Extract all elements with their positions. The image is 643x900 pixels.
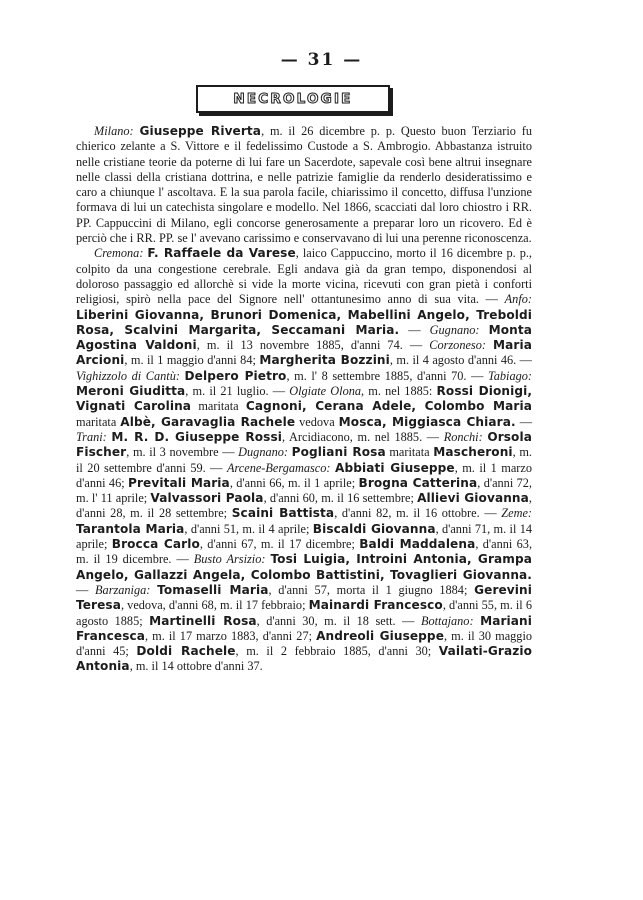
obituary-body [76,124,532,675]
body-text: vedova [295,414,339,429]
deceased-name: Orsola Fischer [76,429,532,460]
deceased-name: Margherita Bozzini [259,353,390,368]
deceased-name: Maria Arcioni [76,338,532,368]
place-name: Corzoneso: [429,338,494,353]
body-text: , d'anni 67, m. il 17 dicembre; [199,537,360,552]
body-text: , laico Cappuccino, morto il 16 dicembre p. p., colpito da una congestione cerebrale. Egli andava già da gran tempo, disponendosi al doloroso passaggio ed allorchè si vide la morte vicina, ricevuti con gran pietà i conforti religiosi, spirò nella pace del Signore nell' ottantunesimo anno di sua vita. — [76,246,533,307]
deceased-name: Brogna Catterina [358,475,478,490]
deceased-name: Gerevini Teresa [76,582,532,613]
obituary-paragraph [76,246,532,674]
deceased-name: M. R. D. Giuseppe Rossi [111,429,282,444]
deceased-name: F. Raffaele da Varese [147,246,296,261]
body-text: , vedova, d'anni 68, m. il 17 febbraio; [120,598,309,613]
deceased-name: Albè, Garavaglia Rachele [120,414,296,429]
deceased-name: Doldi Rachele [136,644,236,659]
place-name: Zeme: [501,506,532,521]
deceased-name: Mariani Francesca [76,613,532,643]
deceased-name: Previtali Maria [128,475,230,490]
body-text: , d'anni 55, m. il 6 agosto 1885; [76,598,532,628]
section-title: NECROLOGIE [233,91,353,107]
body-text: — [399,322,430,337]
body-text: maritata [385,445,434,460]
deceased-name: Delpero Pietro [184,368,287,383]
deceased-name: Martinelli Rosa [149,613,257,628]
place-name: Cremona: [94,246,148,261]
place-name: Arcene-Bergamasco: [226,460,335,475]
place-name: Barzaniga: [95,582,158,597]
body-text: , m. il 3 novembre — [126,445,239,460]
deceased-name: Giuseppe Riverta [139,124,262,138]
deceased-name: Abbiati Giuseppe [334,460,455,475]
body-text: , m. il 13 novembre 1885, d'anni 74. — [196,338,430,353]
place-name: Ronchi: [443,429,488,444]
body-text: , m. il 20 settembre d'anni 59. — [76,445,533,475]
section-heading-box [196,85,390,113]
body-text: , m. nel 1885: [361,384,437,399]
body-text: , d'anni 66, m. il 1 aprile; [229,475,359,490]
body-text: , d'anni 71, m. il 14 aprile; [76,521,532,552]
deceased-name: Scaini Battista [231,506,335,521]
deceased-name: Vailati-Grazio Antonia [76,644,532,674]
deceased-name: Liberini Giovanna, Brunori Domenica, Mabellini Angelo, Treboldi Rosa, Scalvini Margarita, Seccamani Maria. [76,307,532,337]
body-text: , d'anni 57, morta il 1 giugno 1884; [268,582,475,597]
body-text: — [76,582,96,597]
obituary-paragraph [76,124,532,246]
body-text: , d'anni 60, m. il 16 settembre; [263,491,418,506]
place-name: Anfo: [504,292,532,307]
deceased-name: Brocca Carlo [111,537,200,552]
body-text: , d'anni 72, m. l' 11 aprile; [76,475,532,506]
body-text: , m. il 21 luglio. — [185,384,290,399]
place-name: Trani: [76,429,112,444]
place-name: Gugnano: [429,322,489,337]
body-text: , m. il 17 marzo 1883, d'anni 27; [145,628,317,643]
place-name: Milano: [94,124,140,138]
deceased-name: Tosi Luigia, Introini Antonia, Grampa Angelo, Gallazzi Angela, Colombo Battistini, Tovaglieri Giovanna. [76,552,532,582]
deceased-name: Cagnoni, Cerana Adele, Colombo Maria [245,399,532,414]
page-number: — 31 — [280,50,363,70]
body-text: , m. il 26 dicembre p. p. Questo buon Terziario fu chierico zelante a S. Vittore e il fedelissimo Custode a S. Ambrogio. Abbastanza istruito nelle cristiane teorie da poterne di lui fare un Sacerdote, sapevale così bene altrui insegnare nelle classi della cristiana dottrina, e nelle patrizie famiglie da renderlo desideratissimo e caro a chiunque l' ascoltava. E la sua parola facile, chiarissimo il concetto, diffusa l'unzione formava di lui un catechista singolare e modello. Nel 1866, scacciati dal loro chiostro i RR. PP. Cappuccini di Milano, egli concorse generosamente a preparar loro un ricovero. Ed è perciò che i RR. PP. se l' avevano carissimo e conservavano di lui una perenne riconoscenza. [76,124,532,246]
body-text: , m. il 14 ottobre d'anni 37. [129,659,263,674]
deceased-name: Andreoli Giuseppe [316,628,444,643]
body-text: , d'anni 82, m. il 16 ottobre. — [334,506,502,521]
body-text: , m. il 1 maggio d'anni 84; [124,353,260,368]
deceased-name: Tomaselli Maria [157,582,269,597]
body-text: , m. il 4 agosto d'anni 46. — [389,353,532,368]
deceased-name: Biscaldi Giovanna [312,521,436,536]
place-name: Vighizzolo di Cantù: [76,368,185,383]
deceased-name: Tarantola Maria [76,521,185,536]
deceased-name: Valvassori Paola [150,491,264,506]
place-name: Dugnano: [238,445,292,460]
deceased-name: Mosca, Miggiasca Chiara. [338,414,516,429]
body-text: , d'anni 30, m. il 18 sett. — [256,613,421,628]
place-name: Tabiago: [488,368,532,383]
body-text: , m. l' 8 settembre 1885, d'anni 70. — [286,368,489,383]
place-name: Olgiate Olona [289,384,362,399]
deceased-name: Meroni Giuditta [76,384,186,399]
body-text: maritata [191,399,246,414]
body-text: , d'anni 51, m. il 4 aprile; [184,521,313,536]
deceased-name: Mascheroni [433,445,513,460]
place-name: Bottajano: [420,613,481,628]
body-text: — [515,414,532,429]
body-text: , m. il 1 marzo d'anni 46; [76,460,532,490]
deceased-name: Baldi Maddalena [359,537,476,552]
body-text: , m. il 2 febbraio 1885, d'anni 30; [235,644,439,659]
deceased-name: Allievi Giovanna [417,491,529,506]
body-text: , Arcidiacono, m. nel 1885. — [281,429,444,444]
deceased-name: Monta Agostina Valdoni [76,322,533,353]
body-text: maritata [76,414,121,429]
deceased-name: Pogliani Rosa [291,445,386,460]
body-text: , d'anni 28, m. il 28 settembre; [76,491,532,521]
deceased-name: Mainardi Francesco [308,598,443,613]
body-text: , m. il 30 maggio d'anni 45; [76,628,533,659]
place-name: Busto Arsizio: [193,552,271,567]
deceased-name: Rossi Dionigi, Vignati Carolina [76,384,533,414]
body-text: , d'anni 63, m. il 19 dicembre. — [76,537,533,567]
